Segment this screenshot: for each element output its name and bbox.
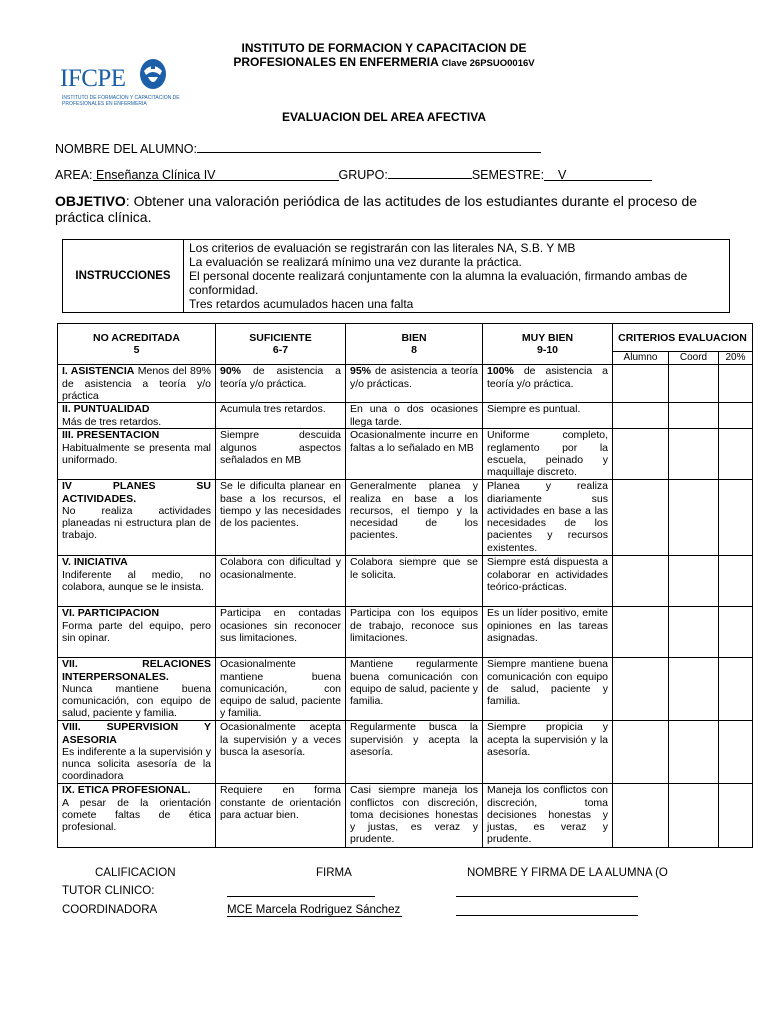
cell-suficiente: Participa en contadas ocasiones sin reconocer sus limitaciones. [216, 607, 346, 658]
institute-name-line-1: INSTITUTO DE FORMACION Y CAPACITACION DE [241, 41, 527, 55]
cell-suficiente: 90% de asistencia a teoría y/o práctica. [216, 365, 346, 403]
score-percent-cell[interactable] [719, 607, 753, 658]
header-percent: 20% [719, 352, 753, 365]
nurse-cap-logo-icon [138, 57, 168, 91]
area-field[interactable] [93, 168, 339, 181]
cell-bien: Casi siempre maneja los conflictos con discreción, toma decisiones honestas y justas, es veraz y prudente. [346, 784, 483, 848]
score-coord-cell[interactable] [669, 784, 719, 848]
score-coord-cell[interactable] [669, 365, 719, 403]
header-coord: Coord [669, 352, 719, 365]
table-row [58, 658, 753, 721]
score-alumno-cell[interactable] [613, 658, 669, 721]
ifcpe-logo [60, 57, 180, 109]
cell-no-acreditada: IV PLANES SU ACTIVIDADES. No realiza actividades planeadas ni estructura plan de trabajo. [58, 480, 216, 556]
instruction-line: El personal docente realizará conjuntamente con la alumna la evaluación, firmando ambas de conformidad. [189, 269, 688, 297]
cell-muy-bien: Planea y realiza diariamente sus actividades en base a las necesidades de los pacientes y recursos existentes. [483, 480, 613, 556]
score-alumno-cell[interactable] [613, 721, 669, 784]
cell-no-acreditada: V. INICIATIVA Indiferente al medio, no colabora, aunque se le insista. [58, 556, 216, 607]
score-coord-cell[interactable] [669, 556, 719, 607]
semestre-value: V [557, 168, 567, 182]
cell-muy-bien: Es un líder positivo, emite opiniones en las tareas asignadas. [483, 607, 613, 658]
instructions-label: INSTRUCCIONES [63, 240, 184, 312]
header-muy-bien: MUY BIEN 9-10 [483, 324, 613, 365]
grupo-field[interactable] [388, 166, 472, 179]
tutor-label: TUTOR CLINICO: [62, 885, 155, 897]
cell-no-acreditada: VII. RELACIONES INTERPERSONALES. Nunca mantiene buena comunicación, con equipo de salud, paciente y familia. [58, 658, 216, 721]
header-alumno: Alumno [613, 352, 669, 365]
table-row [58, 607, 753, 658]
instruction-line: Los criterios de evaluación se registrarán con las literales NA, S.B. Y MB [189, 241, 576, 255]
cell-muy-bien: Uniforme completo, reglamento por la escuela, peinado y maquillaje discreto. [483, 429, 613, 480]
student-name-row [55, 140, 541, 156]
score-percent-cell[interactable] [719, 429, 753, 480]
tutor-signature-line[interactable] [227, 896, 375, 897]
score-percent-cell[interactable] [719, 365, 753, 403]
semestre-label: SEMESTRE: [471, 168, 545, 182]
table-row [58, 429, 753, 480]
cell-suficiente: Acumula tres retardos. [216, 403, 346, 429]
table-header-row [58, 324, 753, 352]
cell-suficiente: Ocasionalmente mantiene buena comunicación, con equipo de salud, paciente y familia. [216, 658, 346, 721]
table-row [58, 721, 753, 784]
cell-suficiente: Requiere en forma constante de orientación para actuar bien. [216, 784, 346, 848]
area-value: Enseñanza Clínica IV [96, 168, 216, 182]
table-row [58, 784, 753, 848]
score-alumno-cell[interactable] [613, 403, 669, 429]
instruction-line: Tres retardos acumulados hacen una falta [189, 297, 414, 311]
cell-bien: En una o dos ocasiones llega tarde. [346, 403, 483, 429]
rubric-table [57, 323, 753, 848]
objective-text: : Obtener una valoración periódica de las actitudes de los estudiantes durante el proceso de práctica clínica. [55, 193, 698, 225]
cell-suficiente: Siempre descuida algunos aspectos señalados en MB [216, 429, 346, 480]
header-bien: BIEN 8 [346, 324, 483, 365]
score-alumno-cell[interactable] [613, 556, 669, 607]
instructions-box [62, 239, 730, 313]
institute-clave: Clave 26PSUO0016V [441, 58, 535, 69]
cell-bien: Regularmente busca la supervisión y acepta la asesoría. [346, 721, 483, 784]
cell-bien: Mantiene regularmente buena comunicación con equipo de salud, paciente y familia. [346, 658, 483, 721]
score-alumno-cell[interactable] [613, 365, 669, 403]
cell-bien: Participa con los equipos de trabajo, reconoce sus limitaciones. [346, 607, 483, 658]
student-name-field[interactable] [197, 140, 541, 153]
cell-muy-bien: Siempre propicia y acepta la supervisión y la asesoría. [483, 721, 613, 784]
score-alumno-cell[interactable] [613, 429, 669, 480]
score-percent-cell[interactable] [719, 556, 753, 607]
cell-suficiente: Colabora con dificultad y ocasionalmente. [216, 556, 346, 607]
firma-label: FIRMA [316, 867, 352, 879]
score-alumno-cell[interactable] [613, 607, 669, 658]
cell-muy-bien: Maneja los conflictos con discreción, toma decisiones honestas y justas, es veraz y prudente. [483, 784, 613, 848]
score-percent-cell[interactable] [719, 403, 753, 429]
score-alumno-cell[interactable] [613, 480, 669, 556]
header-suficiente: SUFICIENTE 6-7 [216, 324, 346, 365]
score-coord-cell[interactable] [669, 721, 719, 784]
coordinadora-label: COORDINADORA [62, 904, 158, 916]
header-criterios: CRITERIOS EVALUACION [613, 324, 753, 352]
cell-no-acreditada: III. PRESENTACION Habitualmente se presenta mal uniformado. [58, 429, 216, 480]
coordinadora-signature-line[interactable] [456, 915, 638, 916]
cell-muy-bien: Siempre está dispuesta a colaborar en actividades teórico-prácticas. [483, 556, 613, 607]
score-coord-cell[interactable] [669, 429, 719, 480]
alumna-signature-line[interactable] [456, 896, 638, 897]
cell-bien: Generalmente planea y realiza en base a los recursos, el tiempo y la necesidad de los pacientes. [346, 480, 483, 556]
cell-bien: 95% de asistencia a teoría y/o prácticas. [346, 365, 483, 403]
cell-no-acreditada: VIII. SUPERVISION Y ASESORIA Es indiferente a la supervisión y nunca solicita asesoría de la coordinadora [58, 721, 216, 784]
page-title: EVALUACION DEL AREA AFECTIVA [281, 110, 486, 124]
cell-suficiente: Se le dificulta planear en base a los recursos, el tiempo y las necesidades de los pacientes. [216, 480, 346, 556]
score-percent-cell[interactable] [719, 721, 753, 784]
coordinadora-name: MCE Marcela Rodriguez Sánchez [227, 904, 401, 916]
cell-suficiente: Ocasionalmente acepta la supervisión y a veces busca la asesoría. [216, 721, 346, 784]
cell-bien: Ocasionalmente incurre en faltas a lo señalado en MB [346, 429, 483, 480]
table-row [58, 556, 753, 607]
area-row [55, 166, 652, 182]
score-alumno-cell[interactable] [613, 784, 669, 848]
cell-muy-bien: Siempre mantiene buena comunicación con equipo de salud, paciente y familia. [483, 658, 613, 721]
score-percent-cell[interactable] [719, 480, 753, 556]
score-coord-cell[interactable] [669, 607, 719, 658]
cell-muy-bien: 100% de asistencia a teoría y/o práctica. [483, 365, 613, 403]
cell-no-acreditada: II. PUNTUALIDAD Más de tres retardos. [58, 403, 216, 429]
score-coord-cell[interactable] [669, 480, 719, 556]
logo-subtitle: INSTITUTO DE FORMACION Y CAPACITACION DE PROFESIONALES EN ENFERMERIA [62, 95, 180, 107]
cell-no-acreditada: IX. ETICA PROFESIONAL. A pesar de la orientación comete faltas de ética profesional. [58, 784, 216, 848]
instructions-list [189, 241, 725, 311]
objective-label: OBJETIVO [55, 193, 126, 209]
header-no-acreditada: NO ACREDITADA 5 [58, 324, 216, 365]
instruction-line: La evaluación se realizará mínimo una vez durante la práctica. [189, 255, 522, 269]
cell-no-acreditada: I. ASISTENCIA Menos del 89% de asistencia a teoría y/o práctica [58, 365, 216, 403]
grupo-label: GRUPO: [338, 168, 388, 182]
objective [55, 193, 715, 225]
cell-bien: Colabora siempre que se le solicita. [346, 556, 483, 607]
alumna-signature-label: NOMBRE Y FIRMA DE LA ALUMNA (O [467, 867, 668, 879]
score-coord-cell[interactable] [669, 403, 719, 429]
table-row [58, 403, 753, 429]
score-percent-cell[interactable] [719, 658, 753, 721]
cell-no-acreditada: VI. PARTICIPACION Forma parte del equipo, pero sin opinar. [58, 607, 216, 658]
cell-muy-bien: Siempre es puntual. [483, 403, 613, 429]
student-name-label: NOMBRE DEL ALUMNO: [55, 142, 197, 156]
score-percent-cell[interactable] [719, 784, 753, 848]
table-row [58, 480, 753, 556]
semestre-field[interactable] [544, 168, 652, 181]
area-label: AREA: [55, 168, 93, 182]
table-row [58, 365, 753, 403]
logo-text: IFCPE [60, 65, 126, 92]
score-coord-cell[interactable] [669, 658, 719, 721]
institute-name-text: PROFESIONALES EN ENFERMERIA [233, 55, 439, 69]
calificacion-label: CALIFICACION [95, 867, 176, 879]
